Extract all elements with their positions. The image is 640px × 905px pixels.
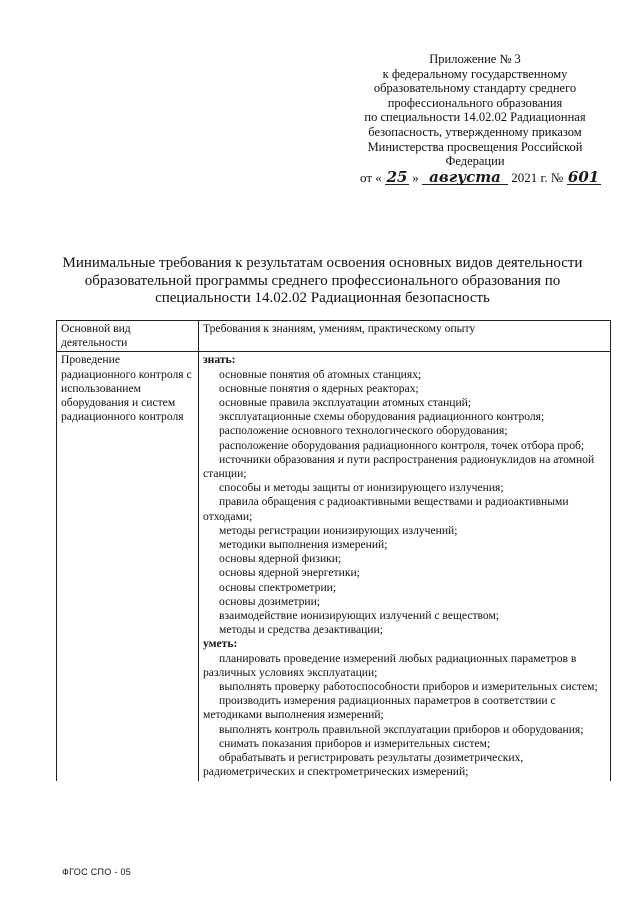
know-item: способы и методы защиты от ионизирующего излучения; bbox=[219, 481, 504, 495]
title-line: Минимальные требования к результатам освоения основных видов деятельности bbox=[62, 255, 583, 271]
skill-label: уметь: bbox=[203, 637, 238, 651]
know-item: основы дозиметрии; bbox=[219, 594, 320, 608]
appendix-line: Министерства просвещения Российской bbox=[367, 139, 583, 154]
know-item: основные понятия о ядерных реакторах; bbox=[219, 381, 419, 395]
know-item: основы ядерной физики; bbox=[219, 552, 342, 566]
skill-item: производить измерения радиационных параметров в соответствии с методиками выполнения измерений; bbox=[203, 694, 556, 722]
header-requirements: Требования к знаниям, умениям, практическому опыту bbox=[199, 321, 611, 352]
skill-item: выполнять проверку работоспособности приборов и измерительных систем; bbox=[219, 680, 598, 694]
know-item: расположение основного технологического оборудования; bbox=[219, 424, 508, 438]
know-item: основы спектрометрии; bbox=[219, 580, 337, 594]
know-item: основы ядерной энергетики; bbox=[219, 566, 360, 580]
know-item: методы и средства дезактивации; bbox=[219, 623, 383, 637]
order-mid: » bbox=[412, 170, 419, 185]
know-item: основные правила эксплуатации атомных станций; bbox=[219, 396, 472, 410]
know-item: расположение оборудования радиационного контроля, точек отбора проб; bbox=[219, 438, 585, 452]
know-item: основные понятия об атомных станциях; bbox=[219, 367, 422, 381]
know-item: методы регистрации ионизирующих излучений; bbox=[219, 523, 458, 537]
skill-item: снимать показания приборов и измерительных систем; bbox=[219, 736, 491, 750]
activity-cell: Проведение радиационного контроля с использованием оборудования и систем радиационного контроля bbox=[57, 352, 199, 781]
order-date-line bbox=[360, 170, 601, 186]
know-list bbox=[203, 368, 606, 638]
requirements-cell bbox=[199, 352, 611, 781]
table-header-row bbox=[57, 321, 611, 352]
order-prefix: от « bbox=[360, 170, 382, 185]
title-line: образовательной программы среднего профессионального образования по bbox=[84, 272, 561, 289]
appendix-header bbox=[340, 52, 610, 169]
skill-item: выполнять контроль правильной эксплуатации приборов и оборудования; bbox=[219, 722, 584, 736]
table-row bbox=[57, 352, 611, 781]
appendix-line: к федеральному государственному bbox=[382, 66, 568, 81]
know-item: правила обращения с радиоактивными веществами и радиоактивными отходами; bbox=[203, 495, 569, 523]
know-item: эксплуатационные схемы оборудования радиационного контроля; bbox=[219, 410, 545, 424]
appendix-line: Федерации bbox=[445, 154, 505, 169]
skill-item: обрабатывать и регистрировать результаты дозиметрических, радиометрических и спектрометрических измерений; bbox=[203, 751, 524, 779]
skill-list bbox=[203, 652, 606, 780]
order-number: 601 bbox=[567, 168, 600, 186]
know-item: методики выполнения измерений; bbox=[219, 538, 388, 552]
order-year: 2021 г. № bbox=[511, 170, 564, 185]
requirements-table bbox=[56, 320, 611, 781]
appendix-line: по специальности 14.02.02 Радиационная bbox=[364, 110, 586, 125]
know-item: источники образования и пути распространения радионуклидов на атомной станции; bbox=[203, 452, 595, 481]
appendix-line: образовательному стандарту среднего bbox=[373, 81, 577, 96]
order-day: 25 bbox=[386, 168, 408, 186]
page-footer: ФГОС СПО - 05 bbox=[62, 867, 132, 877]
appendix-line: профессионального образования bbox=[387, 95, 563, 110]
document-title bbox=[60, 255, 585, 308]
appendix-line: Приложение № 3 bbox=[429, 52, 521, 66]
header-activity: Основной вид деятельности bbox=[57, 321, 199, 352]
know-label: знать: bbox=[203, 353, 236, 367]
know-item: взаимодействие ионизирующих излучений с веществом; bbox=[219, 609, 500, 623]
skill-item: планировать проведение измерений любых радиационных параметров в различных условиях эксплуатации; bbox=[203, 651, 577, 679]
order-month: августа bbox=[422, 170, 508, 185]
title-line: специальности 14.02.02 Радиационная безопасность bbox=[155, 290, 490, 306]
appendix-line: безопасность, утвержденному приказом bbox=[368, 124, 582, 139]
